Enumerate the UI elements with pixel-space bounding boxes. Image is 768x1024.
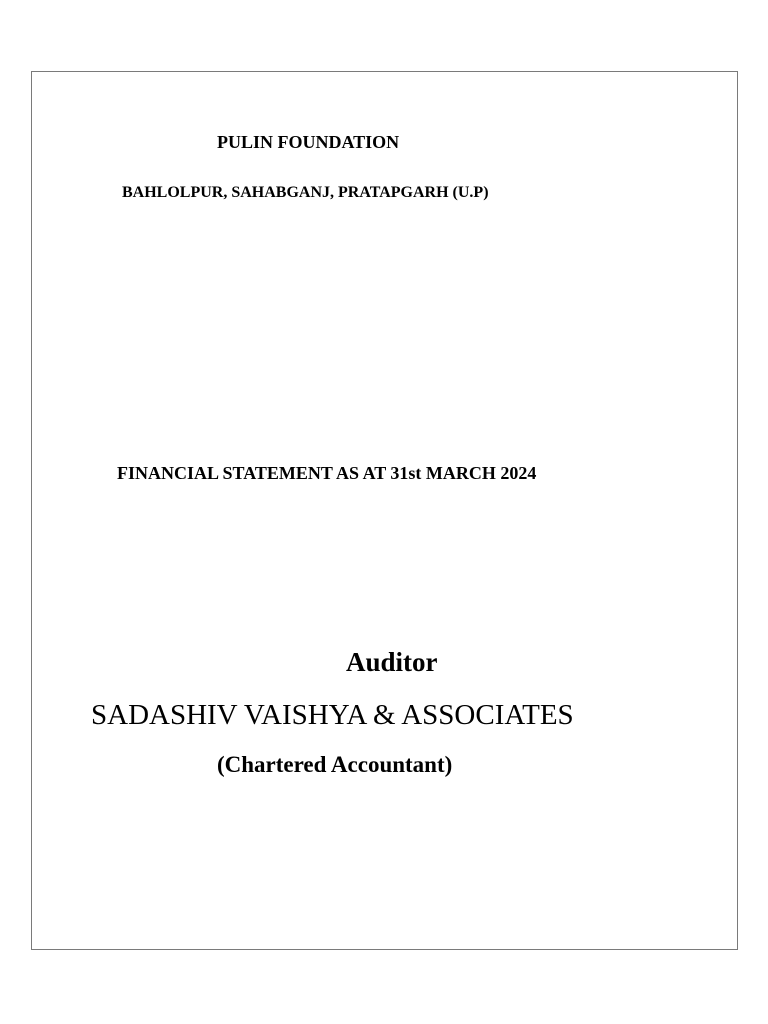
auditor-label: Auditor [346, 647, 438, 677]
organization-name: PULIN FOUNDATION [217, 132, 400, 152]
auditor-designation: (Chartered Accountant) [217, 752, 453, 777]
auditor-firm-name: SADASHIV VAISHYA & ASSOCIATES [91, 699, 574, 731]
statement-title: FINANCIAL STATEMENT AS AT 31st MARCH 2024 [117, 463, 537, 483]
page-border [31, 71, 738, 950]
organization-address: BAHLOLPUR, SAHABGANJ, PRATAPGARH (U.P) [122, 184, 489, 201]
